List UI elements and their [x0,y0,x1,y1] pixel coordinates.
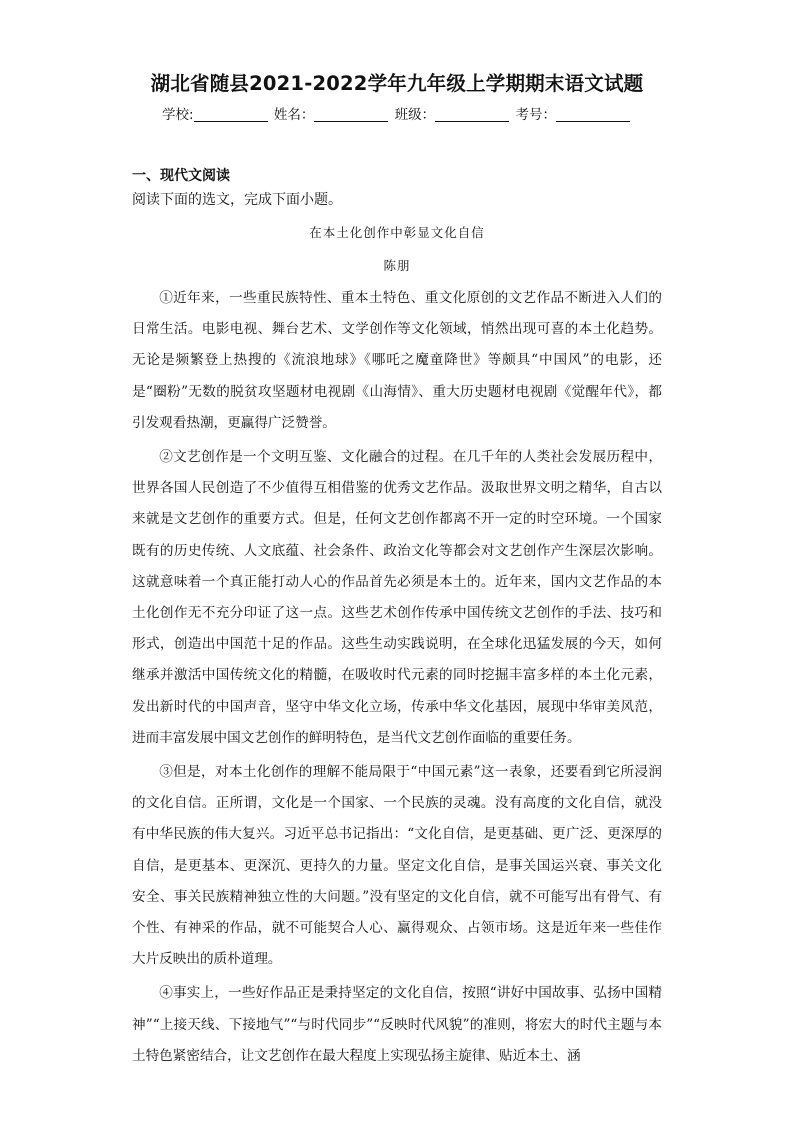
school-label: 学校: [162,107,194,123]
article-body [132,283,662,1072]
reading-instruction: 阅读下面的选文，完成下面小题。 [132,192,342,208]
paragraph-2: ②文艺创作是一个文明互鉴、文化融合的过程。在几千年的人类社会发展历程中，世界各国人民创造了不少值得互相借鉴的优秀文艺作品。汲取世界文明之精华，自古以来就是文艺创作的重要方式。但是，任何文艺创作都离不开一定的时空环境。一个国家既有的历史传统、人文底蕴、社会条件、政治文化等都会对文艺创作产生深层次影响。这就意味着一个真正能打动人心的作品首先必须是本土的。近年来，国内文艺作品的本土化创作无不充分印证了这一点。这些艺术创作传承中国传统文艺创作的手法、技巧和形式，创造出中国范十足的作品。这些生动实践说明，在全球化迅猛发展的今天，如何继承并激活中国传统文化的精髓，在吸收时代元素的同时挖掘丰富多样的本土化元素，发出新时代的中国声音，坚守中华文化立场，传承中华文化基因，展现中华审美风范，进而丰富发展中国文艺创作的鲜明特色，是当代文艺创作面临的重要任务。 [132,449,662,746]
section-heading: 一、现代文阅读 [132,168,230,184]
class-blank[interactable] [435,107,509,122]
paragraph-1: ①近年来，一些重民族特性、重本土特色、重文化原创的文艺作品不断进入人们的日常生活。电影电视、舞台艺术、文学创作等文化领域，悄然出现可喜的本土化趋势。无论是频繁登上热搜的《流浪地球》《哪吒之魔童降世》等颇具“中国风”的电影，还是“圈粉”无数的脱贫攻坚题材电视剧《山海情》、重大历史题材电视剧《觉醒年代》，都引发观看热潮，更赢得广泛赞誉。 [132,290,662,431]
name-label: 姓名： [273,107,315,123]
paragraph-4: ④事实上，一些好作品正是秉持坚定的文化自信，按照“讲好中国故事、弘扬中国精神”“上接天线、下接地气”“与时代同步”“反映时代风貌”的准则，将宏大的时代主题与本土特色紧密结合，让文艺创作在最大程度上实现弘扬主旋律、贴近本土、涵 [132,985,662,1064]
paragraph-3: ③但是，对本土化创作的理解不能局限于“中国元素”这一表象，还要看到它所浸润的文化自信。正所谓，文化是一个国家、一个民族的灵魂。没有高度的文化自信，就没有中华民族的伟大复兴。习近平总书记指出：“文化自信，是更基础、更广泛、更深厚的自信，是更基本、更深沉、更持久的力量。坚定文化自信，是事关国运兴衰、事关文化安全、事关民族精神独立性的大问题。”没有坚定的文化自信，就不可能写出有骨气、有个性、有神采的作品，就不可能契合人心、赢得观众、占领市场。这是近年来一些佳作大片反映出的质朴道理。 [132,764,662,968]
article-author: 陈朋 [383,258,411,273]
class-label: 班级： [394,107,436,123]
exam-number-blank[interactable] [556,107,630,122]
student-info-line [0,103,794,123]
article-title: 在本土化创作中彰显文化自信 [309,225,485,240]
name-blank[interactable] [314,107,388,122]
exam-number-label: 考号： [515,107,556,123]
exam-title: 湖北省随县2021-2022学年九年级上学期期末语文试题 [150,72,644,95]
school-blank[interactable] [194,107,268,122]
